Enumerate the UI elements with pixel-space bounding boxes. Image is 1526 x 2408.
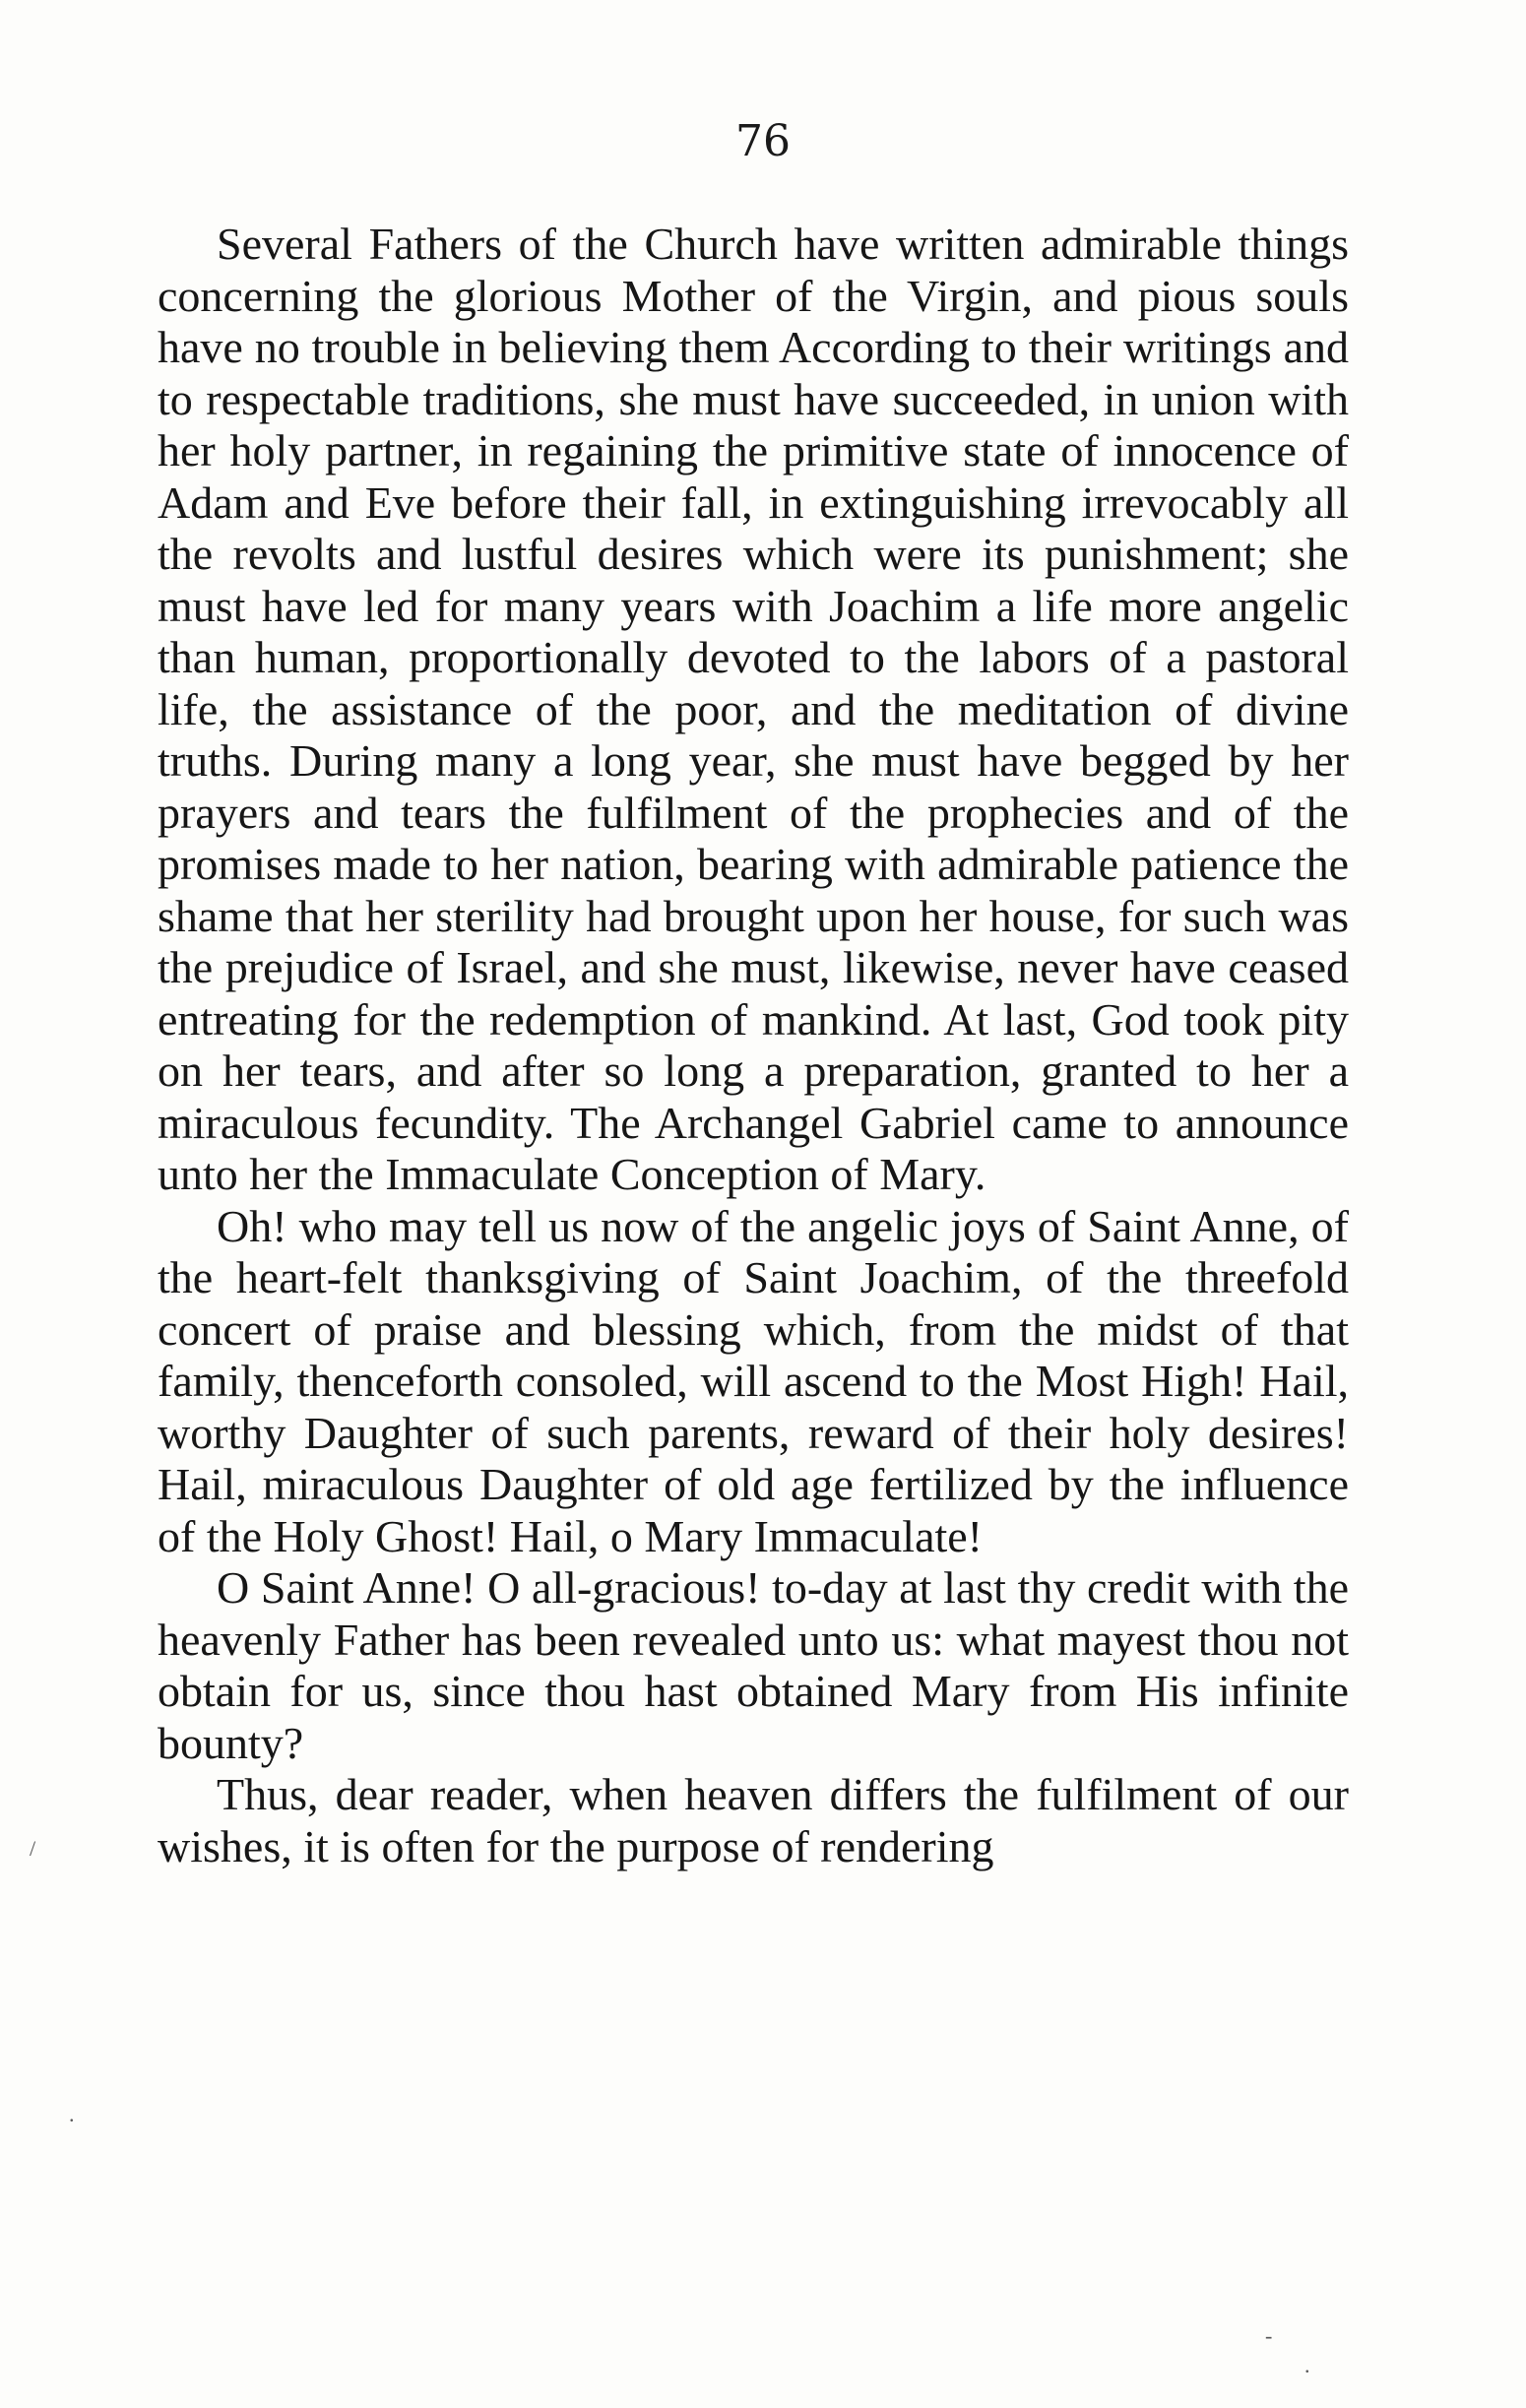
- scan-speck: /: [30, 1836, 36, 1861]
- scan-speck: .: [1304, 2353, 1310, 2377]
- scan-speck: -: [1265, 2323, 1273, 2348]
- page-number: 76: [735, 116, 791, 166]
- paragraph: Several Fathers of the Church have written admirable things concerning the glorious Mother of the Virgin, and pious souls have no trouble in believing them According to their writings and to respectable traditions, she must have succeeded, in union with her holy partner, in regaining the primitive state of innocence of Adam and Eve before their fall, in extinguishing irrevocably all the revolts and lustful desires which were its punishment; she must have led for many years with Joachim a life more angelic than human, proportionally devoted to the labors of a pastoral life, the assistance of the poor, and the meditation of divine truths. During many a long year, she must have begged by her prayers and tears the fulfilment of the prophecies and of the promises made to her nation, bearing with admirable patience the shame that her sterility had brought upon her house, for such was the prejudice of Israel, and she must, likewise, never have ceased entreating for the redemption of mankind. At last, God took pity on her tears, and after so long a preparation, granted to her a miraculous fecundity. The Archangel Gabriel came to announce unto her the Immaculate Conception of Mary.: [158, 219, 1349, 1199]
- scan-speck: .: [69, 2102, 75, 2126]
- paragraph: Oh! who may tell us now of the angelic joys of Saint Anne, of the heart-felt thanksgiving of Saint Joachim, of the threefold concert of praise and blessing which, from the midst of that family, thenceforth consoled, will ascend to the Most High! Hail, worthy Daughter of such parents, reward of their holy desires! Hail, miraculous Daughter of old age fertilized by the influence of the Holy Ghost! Hail, o Mary Immaculate!: [158, 1200, 1349, 1561]
- paragraph: O Saint Anne! O all-gracious! to-day at last thy credit with the heavenly Father has been revealed unto us: what mayest thou not obtain for us, since thou hast obtained Mary from His infinite bounty?: [158, 1562, 1349, 1768]
- body-text: [158, 219, 1349, 1872]
- paragraph: Thus, dear reader, when heaven differs the fulfilment of our wishes, it is often for the purpose of rendering: [158, 1769, 1349, 1871]
